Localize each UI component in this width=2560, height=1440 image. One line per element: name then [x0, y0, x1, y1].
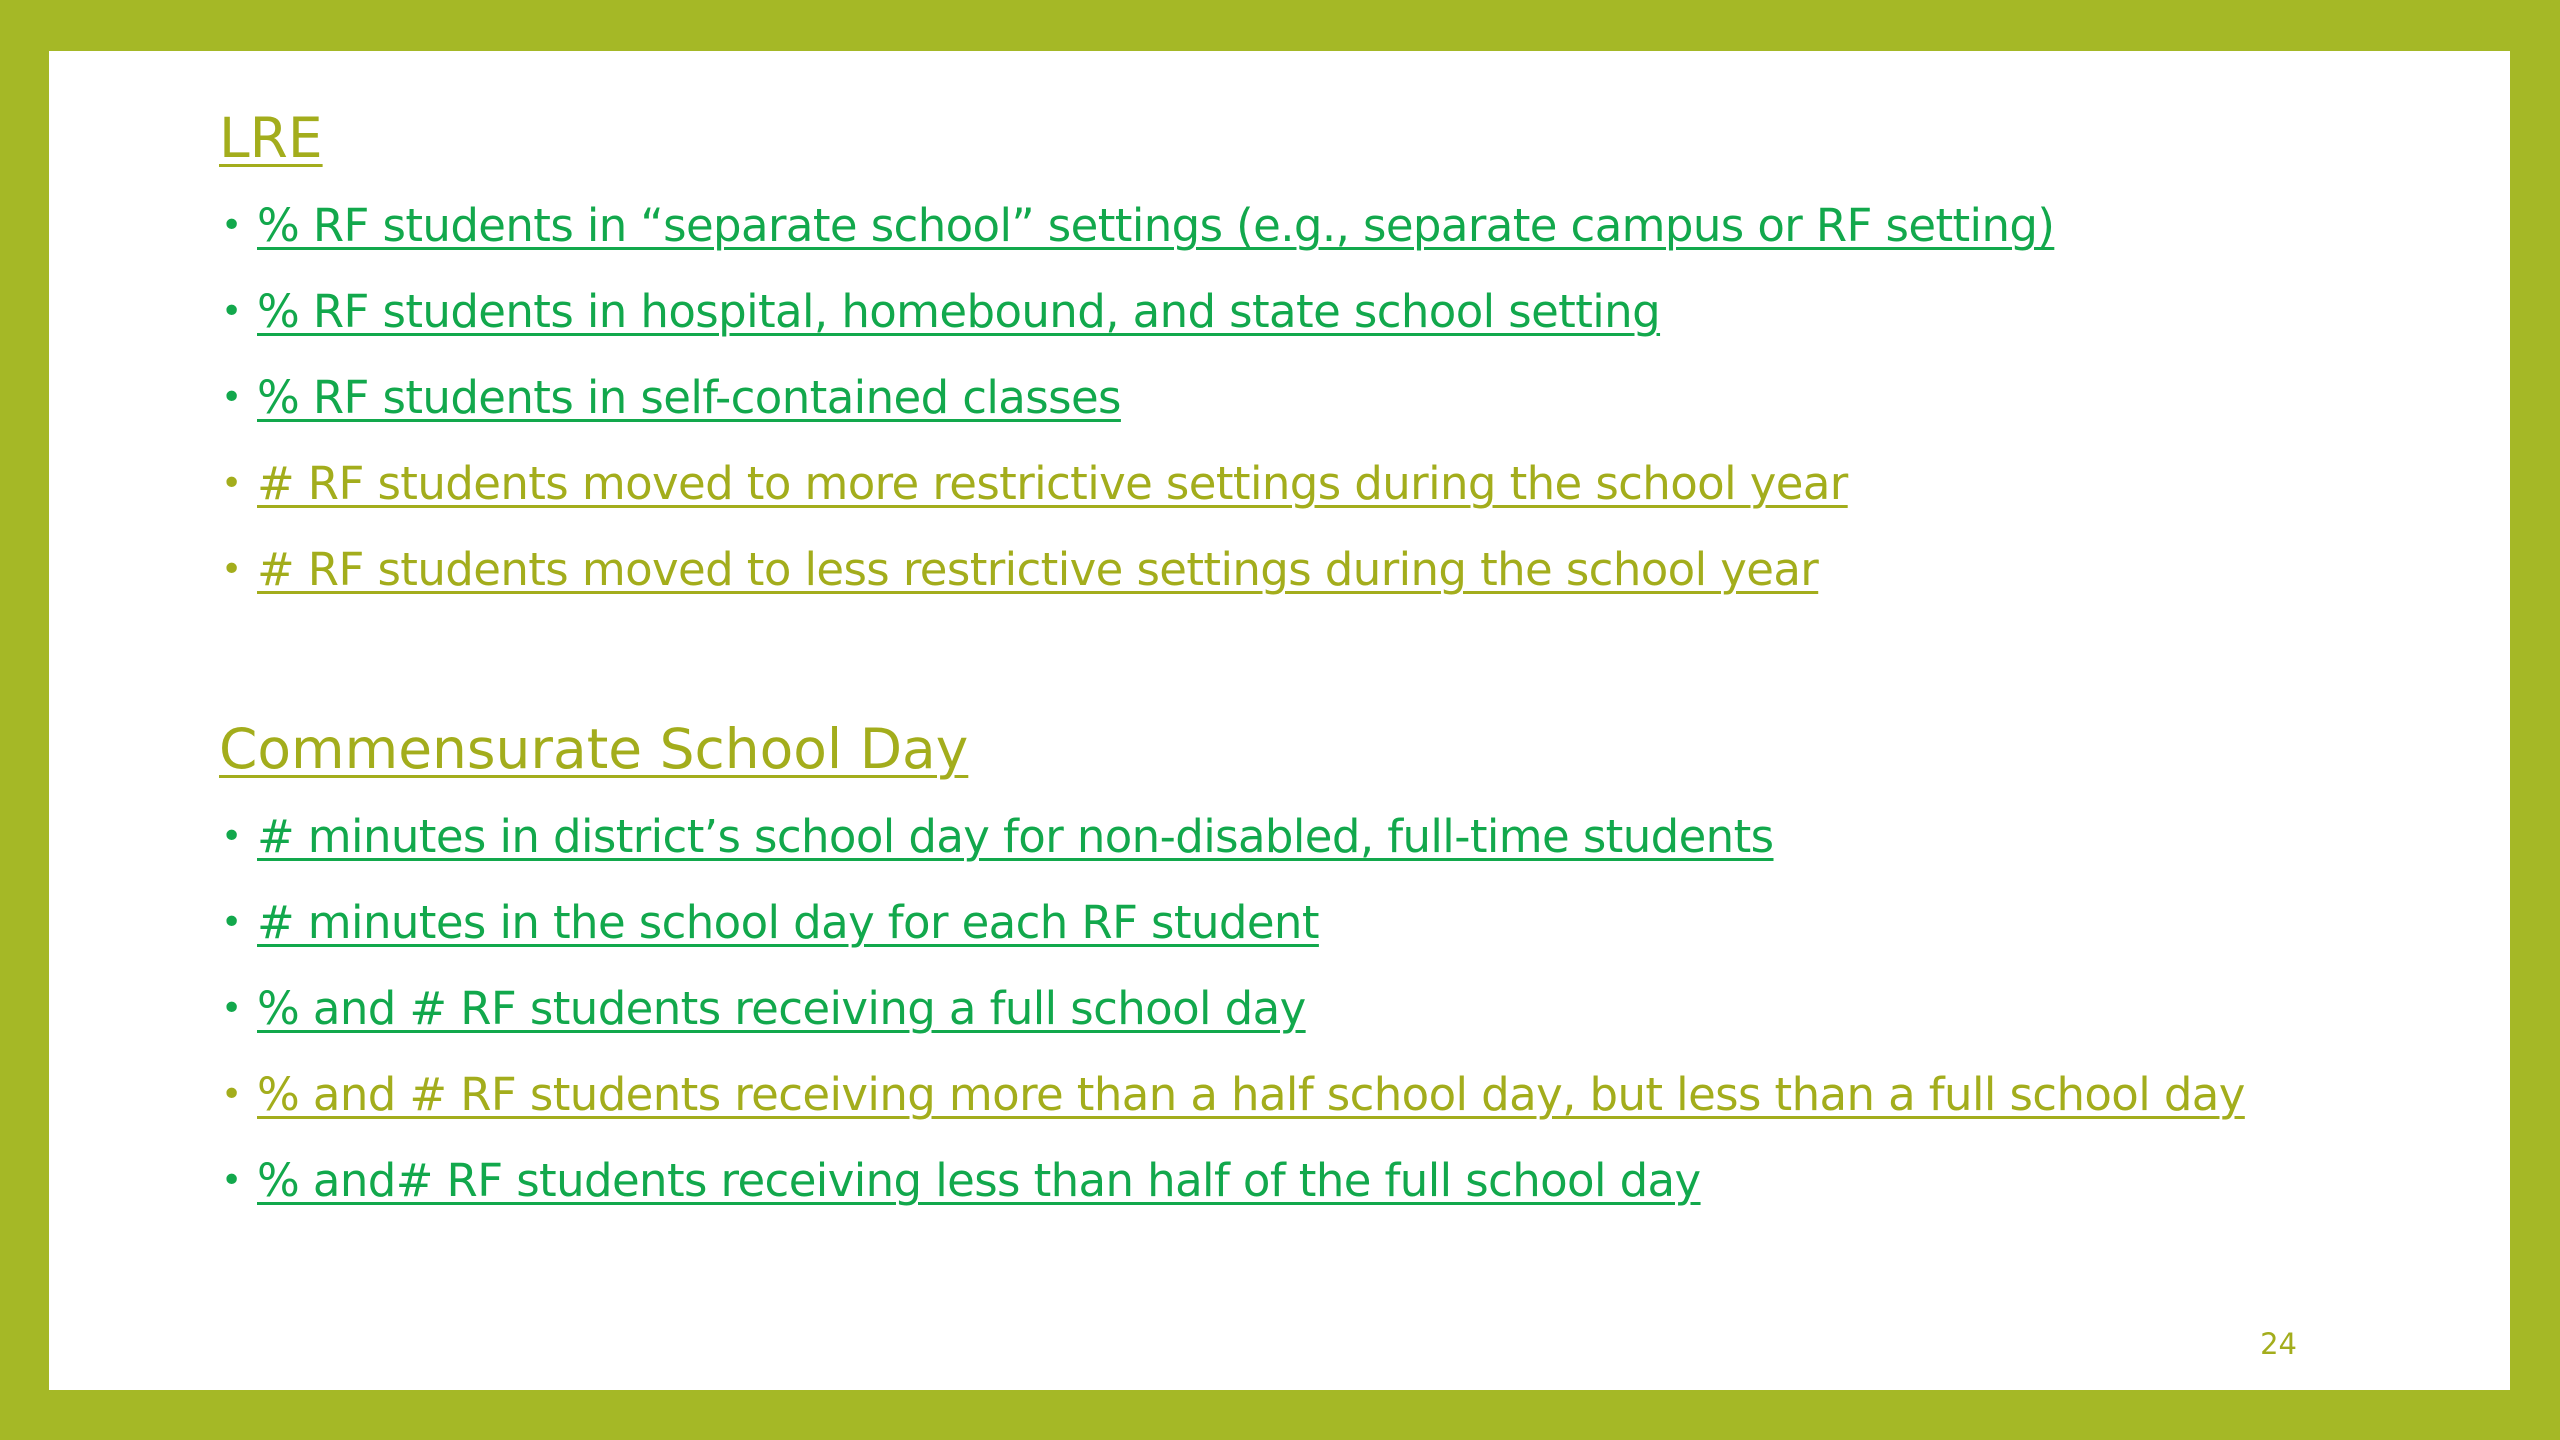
bullet-icon: • — [221, 816, 243, 857]
list-item — [219, 459, 2369, 509]
list-item — [219, 545, 2369, 595]
lre-link-self-contained[interactable]: % RF students in self-contained classes — [257, 371, 1121, 424]
list-item — [219, 984, 2369, 1034]
section-title-lre: LRE — [219, 106, 323, 170]
section-title-commensurate-school-day: Commensurate School Day — [219, 717, 969, 781]
bullet-icon: • — [221, 291, 243, 332]
school-day-link-district-minutes[interactable]: # minutes in district’s school day for non-disabled, full-time students — [257, 810, 1774, 863]
bullet-icon: • — [221, 205, 243, 246]
list-item — [219, 1070, 2369, 1120]
list-item — [219, 812, 2369, 862]
school-day-link-more-than-half[interactable]: % and # RF students receiving more than a half school day, but less than a full school day — [257, 1068, 2245, 1121]
school-day-link-less-than-half[interactable]: % and# RF students receiving less than half of the full school day — [257, 1154, 1701, 1207]
lre-link-more-restrictive[interactable]: # RF students moved to more restrictive settings during the school year — [257, 457, 1848, 510]
lre-link-hospital-homebound[interactable]: % RF students in hospital, homebound, and state school setting — [257, 285, 1661, 338]
lre-link-list — [219, 201, 2369, 631]
list-item — [219, 201, 2369, 251]
lre-link-separate-school[interactable]: % RF students in “separate school” settings (e.g., separate campus or RF setting) — [257, 199, 2055, 252]
list-item — [219, 373, 2369, 423]
bullet-icon: • — [221, 1074, 243, 1115]
bullet-icon: • — [221, 377, 243, 418]
school-day-link-list — [219, 812, 2369, 1242]
bullet-icon: • — [221, 1160, 243, 1201]
bullet-icon: • — [221, 988, 243, 1029]
school-day-link-rf-minutes[interactable]: # minutes in the school day for each RF student — [257, 896, 1319, 949]
list-item — [219, 1156, 2369, 1206]
page-number: 24 — [2260, 1327, 2297, 1361]
school-day-link-full-day[interactable]: % and # RF students receiving a full school day — [257, 982, 1306, 1035]
bullet-icon: • — [221, 549, 243, 590]
lre-link-less-restrictive[interactable]: # RF students moved to less restrictive settings during the school year — [257, 543, 1819, 596]
bullet-icon: • — [221, 463, 243, 504]
slide — [49, 51, 2510, 1390]
list-item — [219, 287, 2369, 337]
bullet-icon: • — [221, 902, 243, 943]
list-item — [219, 898, 2369, 948]
